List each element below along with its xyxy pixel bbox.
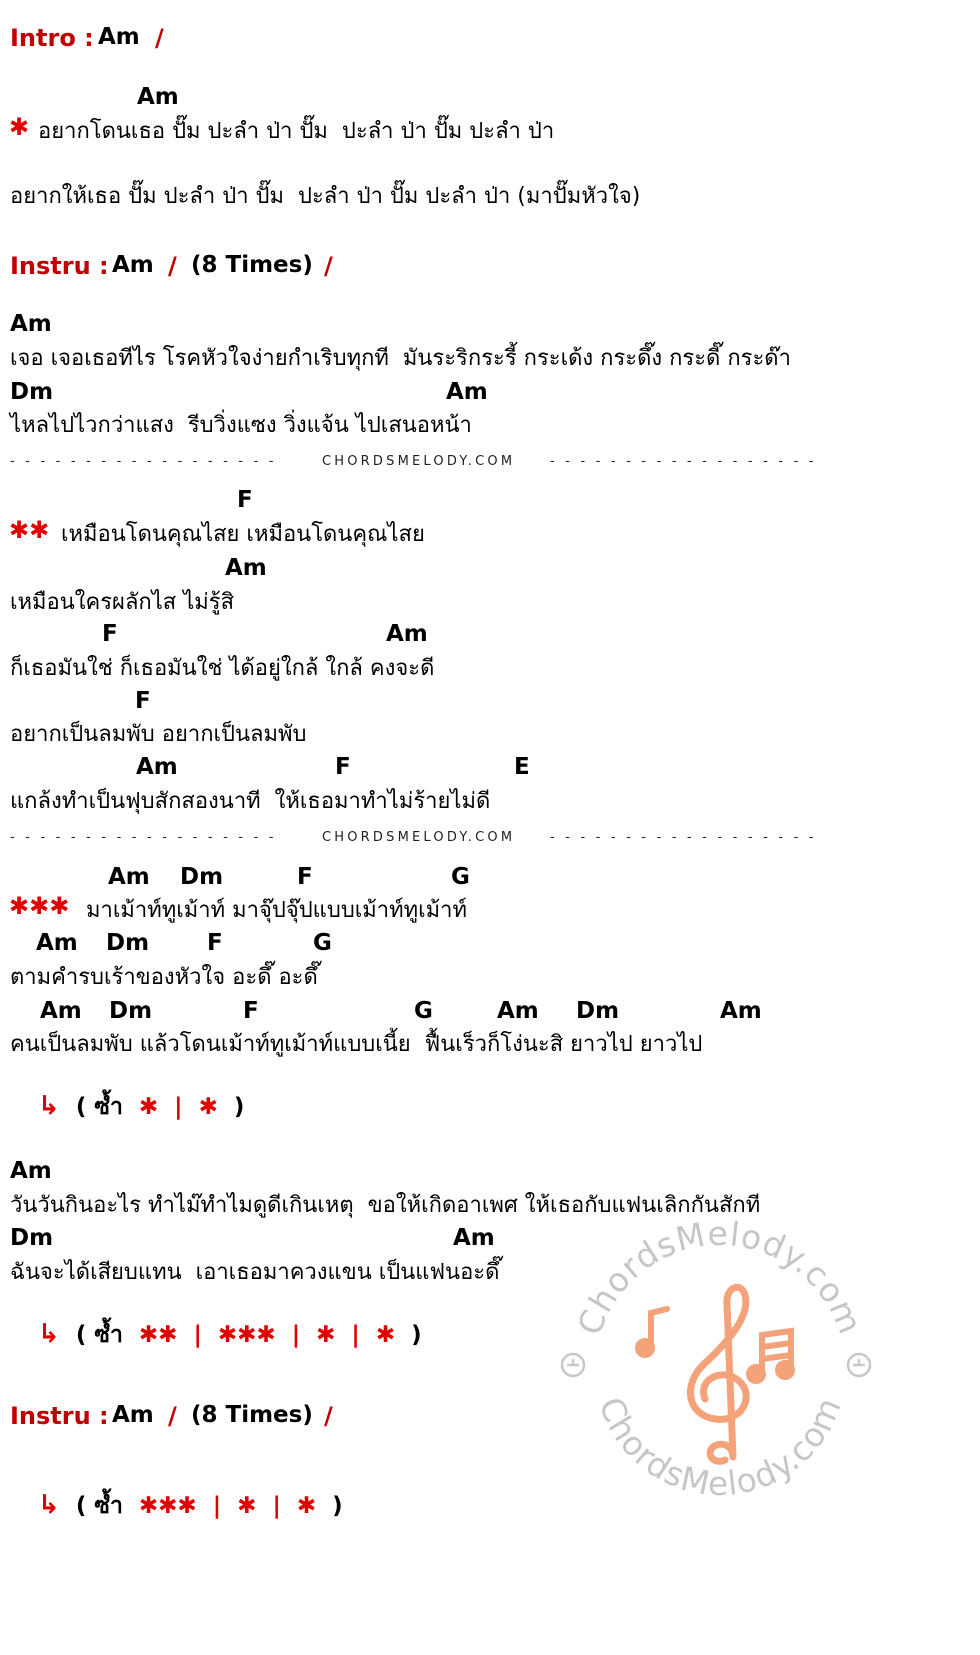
watermark-text-bottom: ChordsMelody.com [591,1391,850,1504]
chord: F [102,621,118,647]
section-mark-3: ✱✱✱ [9,892,70,920]
repeat-bar: | [291,1322,301,1348]
return-arrow-icon: ↳ [38,1091,60,1121]
chord: Am [453,1225,495,1251]
repeat-mark: ✱ [198,1094,218,1120]
chord: Am [40,998,82,1024]
chord: Dm [106,930,150,956]
chord: F [135,688,151,714]
lyric-line: เหมือนใครผลักไส ไม่รู้สิ [10,590,235,615]
instru-slash: / [168,1402,177,1430]
chord: Am [225,555,267,581]
section-mark-1: ✱ [9,113,30,141]
repeat-close: ) [332,1493,343,1519]
chord: Am [112,252,154,278]
repeat-bar: | [174,1094,183,1120]
separator-dashes: - - - - - - - - - - - - - - - - - - [10,830,277,845]
repeat-instruction [38,1089,244,1125]
lyric-line: ฉันจะได้เสียบแทน เอาเธอมาควงแขน เป็นแฟนอะดึ๊ [10,1260,500,1285]
repeat-bar: | [272,1493,281,1519]
repeat-mark: ✱ [316,1322,336,1348]
separator-dashes: - - - - - - - - - - - - - - - - - - [10,454,277,469]
instru-label: Instru : [10,1402,109,1430]
repeat-open: ( ซ้ำ [75,1094,123,1120]
lyric-line: เหมือนโดนคุณไสย เหมือนโดนคุณไสย [61,522,425,547]
chord: F [297,864,313,890]
watermark-text-top: ChordsMelody.com [569,1213,871,1340]
lyric-line: ก็เธอมันใช่ ก็เธอมันใช่ ได้อยู่ใกล้ ใกล้ คงจะดี [10,656,435,681]
lyric-line: ตามคำรบเร้าของหัวใจ อะดึ๊ อะดึ๊ [10,965,318,990]
chord: Dm [180,864,224,890]
chord: Am [386,621,428,647]
chord: Am [112,1402,154,1428]
lyric-line: แกล้งทำเป็นฟุบสักสองนาที ให้เธอมาทำไม่ร้ายไม่ดี [10,789,491,814]
repeat-mark: ✱✱✱ [138,1493,197,1519]
repeat-mark: ✱✱ [138,1322,178,1348]
return-arrow-icon: ↳ [38,1490,60,1520]
beamed-notes-icon [749,1331,792,1381]
separator-dashes: - - - - - - - - - - - - - - - - - - [550,454,817,469]
chord: Am [497,998,539,1024]
chord: F [237,487,253,513]
return-arrow-icon: ↳ [38,1319,60,1349]
repeat-mark: ✱ [237,1493,257,1519]
repeat-open: ( ซ้ำ [75,1322,123,1348]
lyric-line: เจอ เจอเธอทีไร โรคหัวใจง่ายกำเริบทุกที มันระริกระรี้ กระเด้ง กระดึ๊ง กระดี๊ กระด๊า [10,346,791,371]
instru-slash: / [324,1402,333,1430]
chord: Dm [10,1225,54,1251]
lyric-line: มาเม้าท์ทูเม้าท์ มาจุ๊ปจุ๊ปแบบเม้าท์ทูเม้าท์ [86,898,468,923]
separator-dashes: - - - - - - - - - - - - - - - - - - [550,830,817,845]
repeat-close: ) [411,1322,422,1348]
lyric-line: ไหลไปไวกว่าแสง รีบวิ่งแซง วิ่งแจ้น ไปเสนอหน้า [10,413,472,438]
repeat-open: ( ซ้ำ [75,1493,123,1519]
chord: Am [137,84,179,110]
lyric-line: อยากให้เธอ ปั๊ม ปะลำ ป่า ปั๊ม ปะลำ ป่า ปั๊ม ปะลำ ป่า (มาปั๊มหัวใจ) [10,184,641,209]
lyric-line: วันวันกินอะไร ทำไม๊ทำไมดูดีเกินเหตุ ขอให้เกิดอาเพศ ให้เธอกับแฟนเลิกกันสักที [10,1193,761,1218]
chord: Dm [10,379,54,405]
instru-slash: / [168,252,177,280]
chord: Am [10,1158,52,1184]
chord: Am [446,379,488,405]
chord: F [243,998,259,1024]
instru-times: (8 Times) [191,1402,313,1428]
repeat-instruction [38,1317,422,1353]
repeat-mark: ✱ [375,1322,396,1348]
instru-times: (8 Times) [191,252,313,278]
chord: G [451,864,470,890]
instru-label: Instru : [10,252,109,280]
separator-site: CHORDSMELODY.COM [322,454,516,469]
lyric-line: คนเป็นลมพับ แล้วโดนเม้าท์ทูเม้าท์แบบเนี้ย ฟื้นเร็วก็โง่นะสิ ยาวไป ยาวไป [10,1032,703,1057]
watermark-left-dot-icon [562,1354,584,1376]
repeat-bar: | [193,1322,202,1348]
chord: Dm [109,998,153,1024]
eighth-note-icon [638,1309,667,1355]
repeat-instruction [38,1488,343,1524]
instru-slash: / [324,252,333,280]
watermark-logo [555,1195,885,1540]
chord: G [313,930,332,956]
lyric-line: อยากโดนเธอ ปั๊ม ปะลำ ป่า ปั๊ม ปะลำ ป่า ปั๊ม ปะลำ ป่า [38,119,555,144]
chord: G [414,998,433,1024]
intro-slash: / [155,24,164,52]
separator-site: CHORDSMELODY.COM [322,830,516,845]
lyric-line: อยากเป็นลมพับ อยากเป็นลมพับ [10,722,307,747]
repeat-mark: ✱✱✱ [217,1322,276,1348]
chord: F [335,754,351,780]
repeat-close: ) [233,1094,245,1120]
chord: E [514,754,530,780]
chord: Am [108,864,150,890]
watermark-right-dot-icon [848,1354,870,1376]
section-mark-2: ✱✱ [9,516,50,544]
repeat-mark: ✱ [138,1094,159,1120]
repeat-bar: | [351,1322,360,1348]
chord: Am [10,311,52,337]
repeat-bar: | [212,1493,222,1519]
chord: Am [720,998,762,1024]
chord: Dm [576,998,620,1024]
chord: Am [36,930,78,956]
chord: Am [98,24,140,50]
intro-label: Intro : [10,24,94,52]
repeat-mark: ✱ [296,1493,317,1519]
chord: Am [136,754,178,780]
chord: F [207,930,223,956]
treble-clef-icon [691,1287,747,1461]
